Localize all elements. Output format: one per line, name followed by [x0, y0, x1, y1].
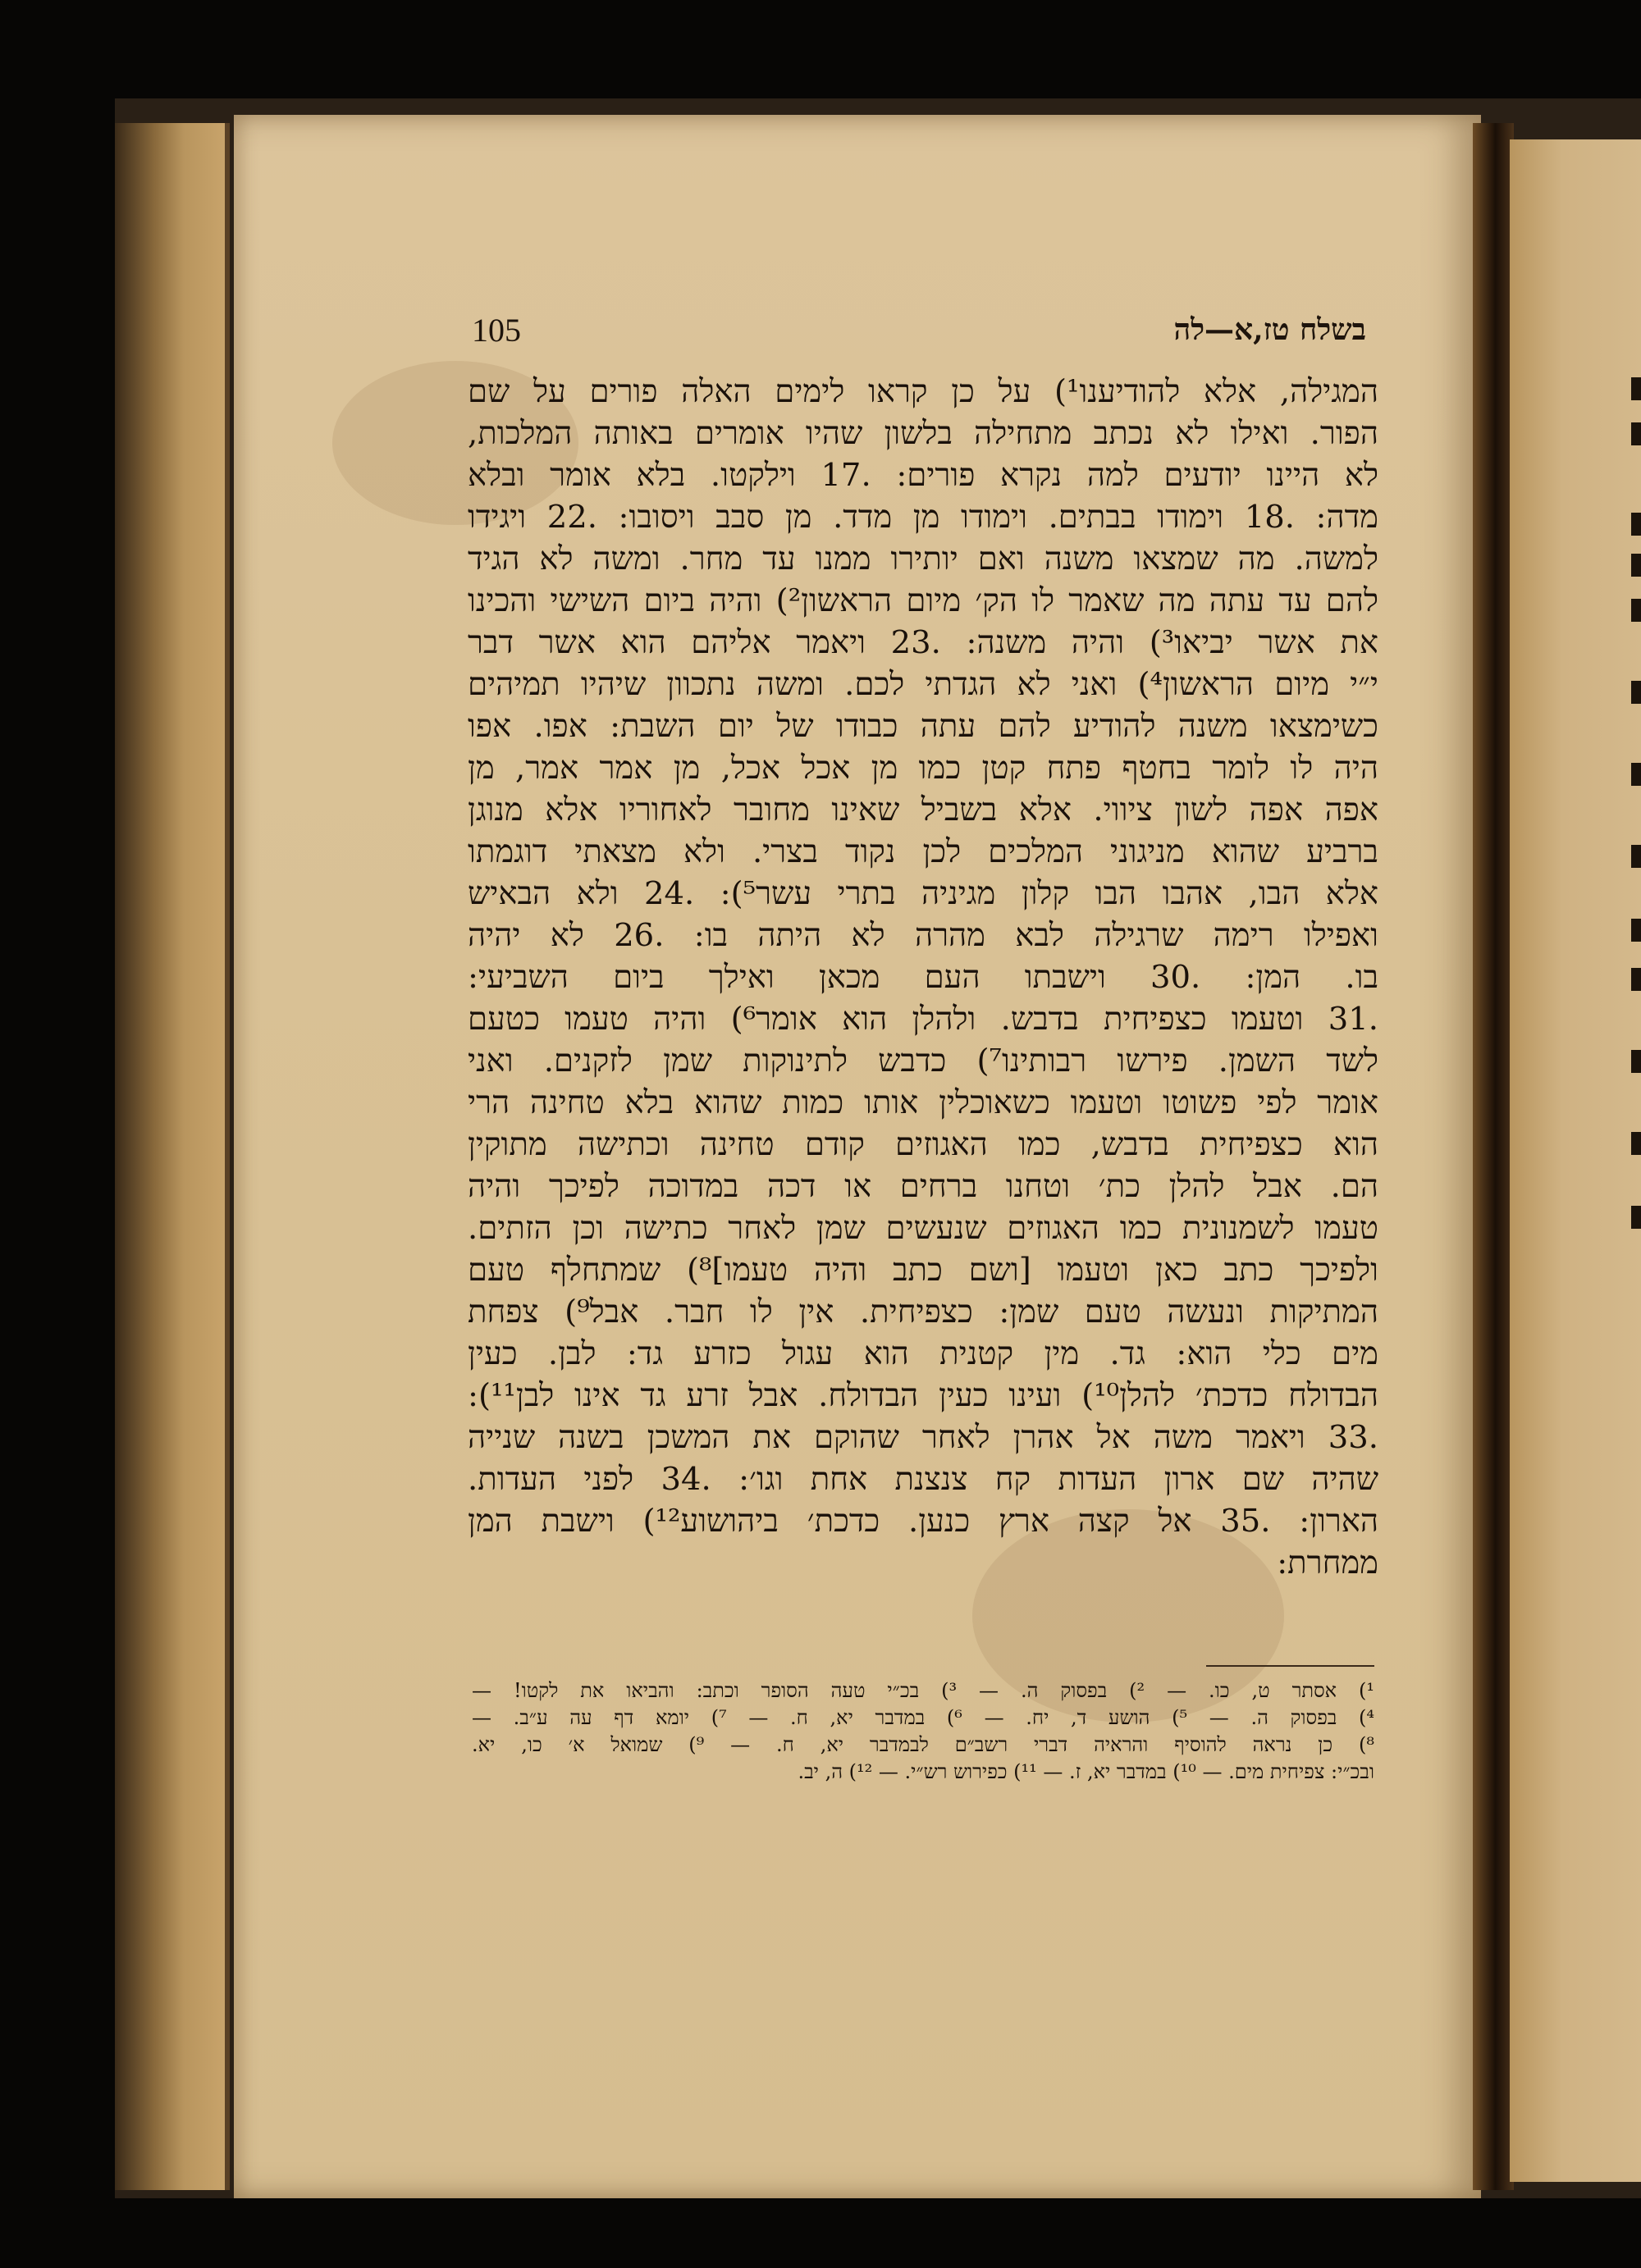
text-line: הבדולח כדכת׳ להלן¹⁰) ועינו כעין הבדולח. אבל זרע גד אינו לבן¹¹): [468, 1377, 1378, 1414]
running-title: בשלח טז,א—לה [1173, 313, 1366, 347]
text-line: בו. המן: .30 וישבתו העם מכאן ואילך ביום השביעי: [468, 959, 1378, 996]
text-fragment [1631, 763, 1641, 786]
text-line: שהיה שם ארון העדות קח צנצנת אחת וגו׳: .34 לפני העדות. [468, 1461, 1378, 1498]
text-line: המתיקות ונעשה טעם שמן: כצפיחית. אין לו חבר. אבל⁹) צפחת [468, 1294, 1378, 1330]
text-line: ברביע שהוא מניגוני המלכים לכן נקוד בצרי. ולא מצאתי דוגמתו [468, 833, 1378, 870]
text-line: מדה: .18 וימודו בבתים. וימודו מן מדד. מן סבב ויסובו: .22 ויגידו [468, 499, 1378, 536]
text-fragment [1631, 554, 1641, 577]
text-line: את אשר יביאו³) והיה משנה: .23 ויאמר אליהם הוא אשר דבר [468, 624, 1378, 661]
text-fragment [1631, 513, 1641, 536]
text-line: לשד השמן. פירשו רבותינו⁷) כדבש לתינוקות שמן לזקנים. ואני [468, 1043, 1378, 1079]
footnote-separator [1206, 1665, 1374, 1667]
text-fragment [1631, 377, 1641, 400]
text-fragment [1631, 919, 1641, 942]
text-line: לא היינו יודעים למה נקרא פורים: .17 וילקטו. בלא אומר ובלא [468, 457, 1378, 494]
text-line: טעמו לשמנונית כמו האגוזים שנעשים שמן לאחר כתישה וכן הזתים. [468, 1210, 1378, 1247]
footnotes [472, 1677, 1374, 1786]
text-line: אלא הבו, אהבו הבו קלון מגיניה בתרי עשר⁵): .24 ולא הבאיש [468, 875, 1378, 912]
text-fragment [1631, 422, 1641, 445]
text-line: הפור. ואילו לא נכתב מתחילה בלשון שהיו אומרים באותה המלכות, [468, 415, 1378, 452]
left-page-edges [115, 123, 230, 2190]
text-line: י״י מיום הראשון⁴) ואני לא הגדתי לכם. ומשה נתכוון שיהיו תמיהים [468, 666, 1378, 703]
text-line: למשה. מה שמצאו משנה ואם יותירו ממנו עד מחר. ומשה לא הגיד [468, 541, 1378, 577]
text-line: אפה אפה לשון ציווי. אלא בשביל שאינו מחובר לאחוריו אלא מנוגן [468, 792, 1378, 828]
text-fragment [1631, 681, 1641, 704]
text-fragment [1631, 1132, 1641, 1155]
text-line: כשימצאו משנה להודיע להם עתה כבודו של יום השבת: אפו. אפו [468, 708, 1378, 745]
footnote-line: ¹) אסתר ט, כו. — ²) בפסוק ה. — ³) בכ״י טעה הסופר וכתב: והביאו את לקטו! — [472, 1679, 1374, 1702]
text-line: הארון: .35 אל קצה ארץ כנען. כדכת׳ ביהושוע¹²) וישבת המן [468, 1503, 1378, 1540]
footnote-line: ובכ״י: צפיחית מים. — ¹⁰) במדבר יא, ז. — ¹¹) כפירוש רש״י. — ¹²) ה, יב. [798, 1760, 1374, 1783]
text-line: להם עד עתה מה שאמר לו הק׳ מיום הראשון²) והיה ביום השישי והכינו [468, 582, 1378, 619]
text-line: .33 ויאמר משה אל אהרן לאחר שהוקם את המשכן בשנה שנייה [468, 1419, 1378, 1456]
text-line: אומר לפי פשוטו וטעמו כשאוכלין אותו כמות שהוא בלא טחינה הרי [468, 1084, 1378, 1121]
text-fragment [1631, 1050, 1641, 1073]
text-fragment [1631, 845, 1641, 868]
footnote-line: ⁸) כן נראה להוסיף והראיה דברי רשב״ם לבמדבר יא, ח. — ⁹) שמואל א׳ כו, יא. [472, 1733, 1374, 1756]
footnote-line: ⁴) בפסוק ה. — ⁵) הושע ד, יח. — ⁶) במדבר יא, ח. — ⁷) יומא דף עה ע״ב. — [472, 1706, 1374, 1729]
page-header [472, 305, 1366, 354]
text-fragment [1631, 968, 1641, 991]
text-fragment [1631, 1206, 1641, 1229]
text-line: ואפילו רימה שרגילה לבא מהרה לא היתה בו: .26 לא יהיה [468, 917, 1378, 954]
text-line: .31 וטעמו כצפיחית בדבש. ולהלן הוא אומר⁶) והיה טעמו כטעם [468, 1001, 1378, 1038]
text-line: ולפיכך כתב כאן וטעמו [ושם כתב והיה טעמו]⁸) שמתחלף טעם [468, 1252, 1378, 1289]
text-line: המגילה, אלא להודיענו¹) על כן קראו לימים האלה פורים על שם [468, 373, 1378, 410]
text-line: מים כלי הוא: גד. מין קטנית הוא עגול כזרע גד: לבן. כעין [468, 1335, 1378, 1372]
page-number: 105 [472, 311, 521, 349]
text-line: הם. אבל להלן כת׳ וטחנו ברחים או דכה במדוכה לפיכך והיה [468, 1168, 1378, 1205]
main-text [468, 371, 1378, 1584]
text-line: היה לו לומר בחטף פתח קטן כמו מן אכל אכל, מן אמר אמר, מן [468, 750, 1378, 787]
next-page-edge [1510, 139, 1641, 2182]
text-line: הוא כצפיחית בדבש, כמו האגוזים קודם טחינה וכתישה מתוקין [468, 1126, 1378, 1163]
text-fragment [1631, 599, 1641, 622]
book-gutter [1473, 123, 1514, 2190]
text-line: ממחרת: [1277, 1545, 1378, 1581]
